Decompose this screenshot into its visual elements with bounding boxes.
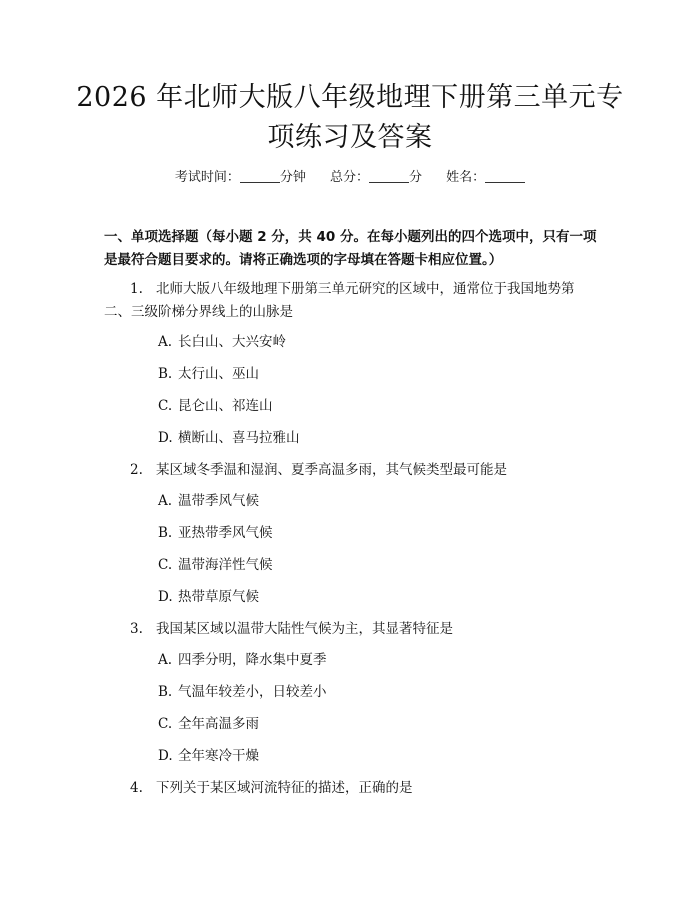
option-2d[interactable] — [158, 587, 259, 607]
option-1a[interactable] — [158, 332, 286, 352]
option-text: 全年寒冷干燥 — [178, 748, 259, 764]
option-letter: D. — [158, 430, 173, 446]
option-text: 温带季风气候 — [178, 493, 259, 509]
question-2 — [104, 459, 594, 482]
option-3c[interactable] — [158, 714, 259, 734]
question-3 — [104, 618, 594, 641]
section-heading-line-2: 是最符合题目要求的。请将正确选项的字母填在答题卡相应位置。） — [104, 252, 503, 268]
option-3a[interactable] — [158, 650, 327, 670]
time-unit: 分钟 — [279, 170, 306, 185]
option-letter: A. — [158, 652, 173, 668]
option-text: 亚热带季风气候 — [178, 525, 273, 541]
question-stem: 我国某区域以温带大陆性气候为主，其显著特征是 — [156, 621, 453, 637]
option-text: 四季分明，降水集中夏季 — [178, 652, 327, 668]
question-stem: 北师大版八年级地理下册第三单元研究的区域中，通常位于我国地势第 — [156, 281, 575, 297]
option-letter: B. — [158, 684, 173, 700]
section-heading-line-1: 一、单项选择题（每小题 2 分，共 40 分。在每小题列出的四个选项中，只有一项 — [104, 229, 597, 245]
question-stem-cont: 二、三级阶梯分界线上的山脉是 — [104, 304, 293, 320]
option-text: 全年高温多雨 — [178, 716, 259, 732]
score-blank — [369, 168, 409, 183]
exam-time — [175, 168, 306, 188]
option-2a[interactable] — [158, 491, 259, 511]
option-letter: D. — [158, 748, 173, 764]
question-number: 3. — [130, 621, 143, 637]
option-letter: C. — [158, 398, 173, 414]
option-text: 长白山、大兴安岭 — [178, 334, 286, 350]
option-1d[interactable] — [158, 428, 300, 448]
name-blank — [485, 168, 525, 183]
exam-meta — [0, 168, 700, 188]
option-1c[interactable] — [158, 396, 273, 416]
option-text: 温带海洋性气候 — [178, 557, 273, 573]
option-text: 太行山、巫山 — [178, 366, 259, 382]
option-letter: A. — [158, 493, 173, 509]
name-label: 姓名： — [446, 170, 486, 185]
option-2b[interactable] — [158, 523, 273, 543]
document-title-line-1: 2026 年北师大版八年级地理下册第三单元专 — [76, 82, 624, 113]
option-letter: C. — [158, 716, 173, 732]
option-text: 横断山、喜马拉雅山 — [178, 430, 300, 446]
option-1b[interactable] — [158, 364, 259, 384]
section-heading — [104, 226, 604, 272]
option-2c[interactable] — [158, 555, 273, 575]
exam-name — [446, 168, 525, 188]
question-number: 1. — [130, 281, 143, 297]
option-text: 气温年较差小，日较差小 — [178, 684, 327, 700]
question-number: 4. — [130, 780, 143, 796]
option-3d[interactable] — [158, 746, 259, 766]
option-text: 热带草原气候 — [178, 589, 259, 605]
question-stem: 下列关于某区域河流特征的描述，正确的是 — [156, 780, 413, 796]
document-title-line-2: 项练习及答案 — [267, 122, 433, 153]
option-text: 昆仑山、祁连山 — [178, 398, 273, 414]
exam-score — [330, 168, 422, 188]
question-4 — [104, 777, 594, 800]
option-letter: B. — [158, 366, 173, 382]
time-label: 考试时间： — [174, 170, 240, 185]
question-number: 2. — [130, 462, 143, 478]
score-label: 总分： — [329, 170, 369, 185]
time-blank — [240, 168, 280, 183]
question-stem: 某区域冬季温和湿润、夏季高温多雨，其气候类型最可能是 — [156, 462, 507, 478]
option-letter: C. — [158, 557, 173, 573]
option-3b[interactable] — [158, 682, 327, 702]
option-letter: B. — [158, 525, 173, 541]
option-letter: D. — [158, 589, 173, 605]
score-unit: 分 — [409, 170, 423, 185]
option-letter: A. — [158, 334, 173, 350]
question-1 — [104, 278, 594, 324]
